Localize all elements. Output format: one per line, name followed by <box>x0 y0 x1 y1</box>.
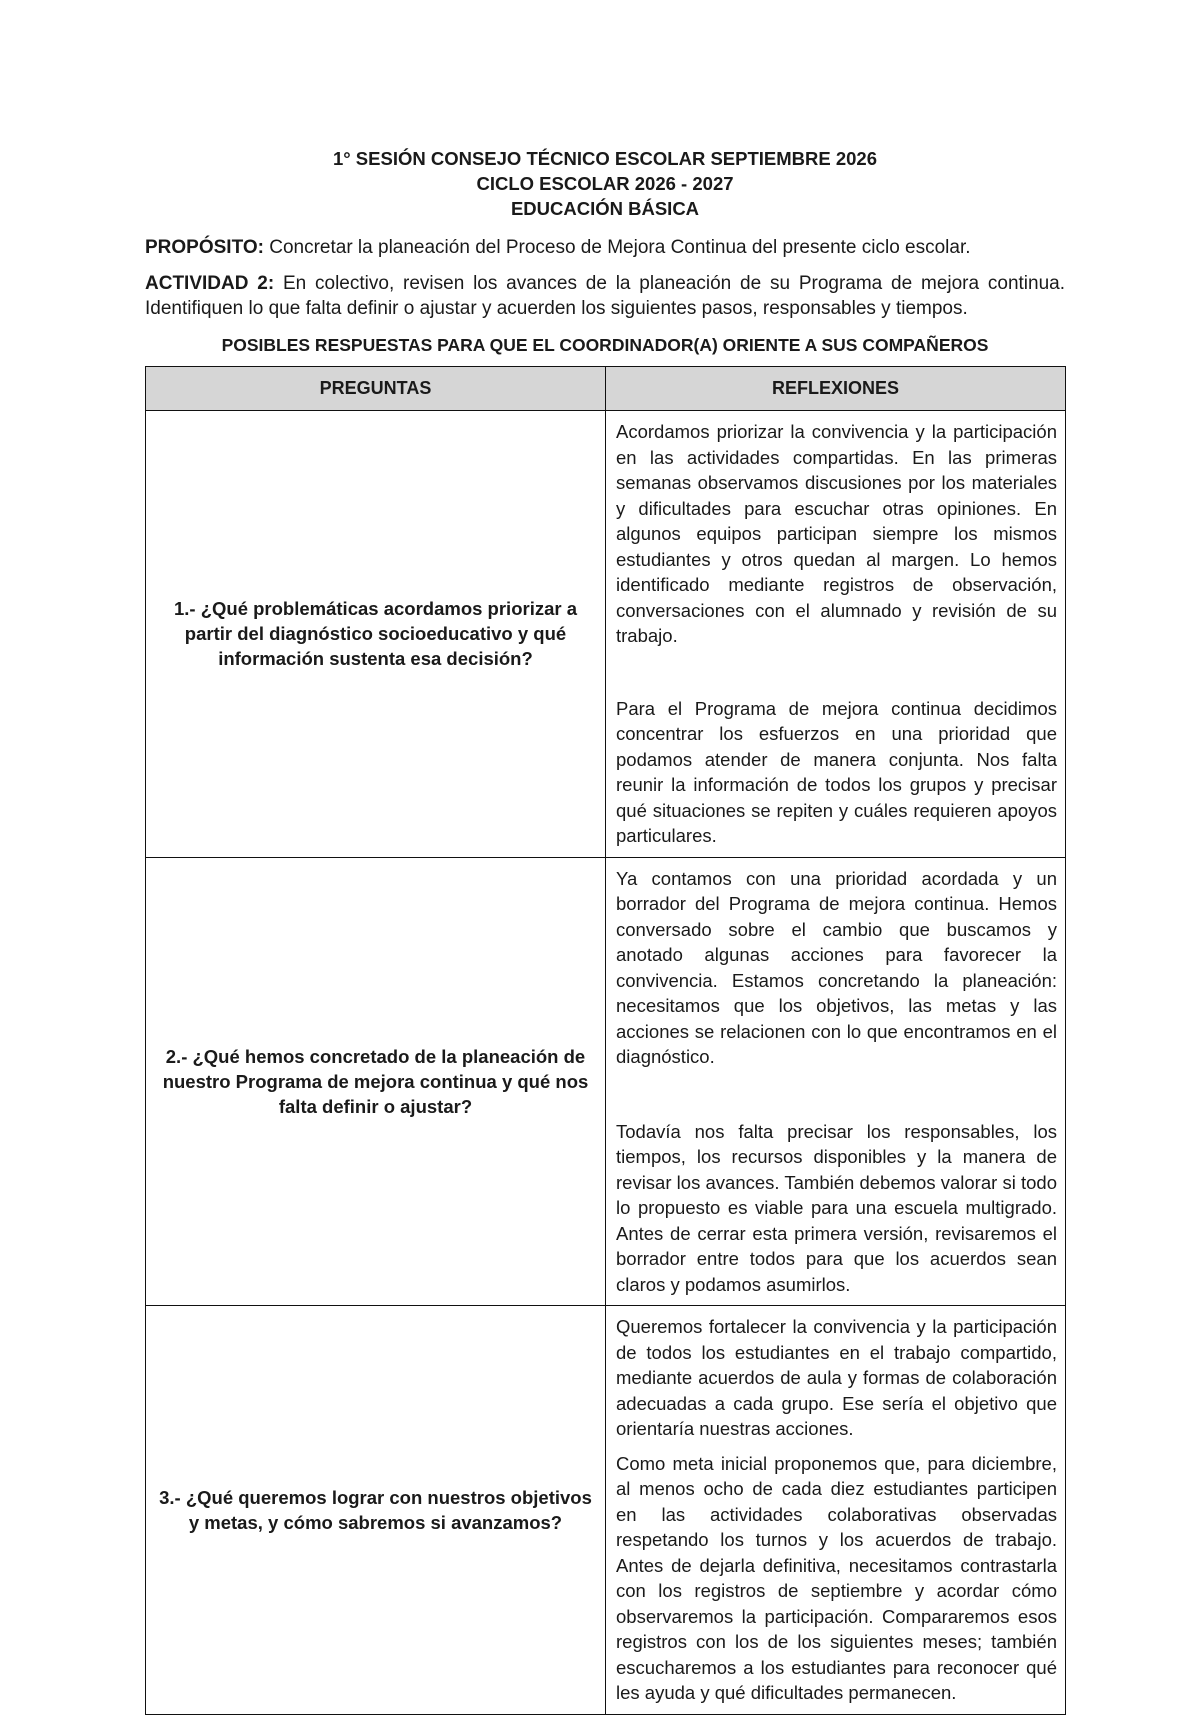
document-page <box>145 146 1065 1715</box>
question-cell: 3.- ¿Qué queremos lograr con nuestros objetivos y metas, y cómo sabremos si avanzamos? <box>146 1306 606 1715</box>
reflection-paragraph: Ya contamos con una prioridad acordada y un borrador del Programa de mejora continua. Hemos conversado sobre el cambio que buscamos y anotado algunas acciones para favorecer la convivencia. Estamos concretando la planeación: necesitamos que los objetivos, las metas y las acciones se relacionen con lo que encontramos en el diagnóstico. <box>616 867 1057 1067</box>
document-header <box>145 146 1065 221</box>
reflection-cell <box>606 857 1066 1306</box>
table-header-row <box>146 367 1066 411</box>
activity-text: En colectivo, revisen los avances de la planeación de su Programa de mejora continua. Identifiquen lo que falta definir o ajustar y acuerden los siguientes pasos, responsables y tiempos. <box>145 273 1065 319</box>
question-cell: 2.- ¿Qué hemos concretado de la planeación de nuestro Programa de mejora continua y qué nos falta definir o ajustar? <box>146 857 606 1306</box>
header-session-title: 1° SESIÓN CONSEJO TÉCNICO ESCOLAR SEPTIEMBRE 2026 <box>332 148 878 169</box>
header-reflexiones: REFLEXIONES <box>606 367 1066 411</box>
reflection-cell <box>606 411 1066 858</box>
purpose-paragraph <box>145 235 1065 260</box>
table-row <box>146 1306 1066 1715</box>
answers-subtitle: POSIBLES RESPUESTAS PARA QUE EL COORDINADOR(A) ORIENTE A SUS COMPAÑEROS <box>221 335 989 355</box>
activity-label: ACTIVIDAD 2: <box>145 273 275 294</box>
reflection-paragraph: Queremos fortalecer la convivencia y la participación de todos los estudiantes en el trabajo compartido, mediante acuerdos de aula y formas de colaboración adecuadas a cada grupo. Ese sería el objetivo que orientaría nuestras acciones. <box>616 1316 1057 1439</box>
purpose-label: PROPÓSITO: <box>145 237 264 258</box>
reflection-paragraph: Acordamos priorizar la convivencia y la participación en las actividades compartidas. En las primeras semanas observamos discusiones por los materiales y dificultades para escuchar otras opiniones. En algunos equipos participan siempre los mismos estudiantes y otros quedan al margen. Lo hemos identificado mediante registros de observación, conversaciones con el alumnado y revisión de su trabajo. <box>616 421 1057 646</box>
activity-paragraph <box>145 271 1065 321</box>
reflection-paragraph: Para el Programa de mejora continua decidimos concentrar los esfuerzos en una prioridad que podamos atender de manera conjunta. Nos falta reunir la información de todos los grupos y precisar qué situaciones se repiten y cuáles requieren apoyos particulares. <box>616 697 1057 846</box>
questions-table <box>145 366 1066 1715</box>
table-row <box>146 411 1066 858</box>
header-education-level: EDUCACIÓN BÁSICA <box>510 198 700 219</box>
header-preguntas: PREGUNTAS <box>146 367 606 411</box>
reflection-cell <box>606 1306 1066 1715</box>
table-row <box>146 857 1066 1306</box>
purpose-text: Concretar la planeación del Proceso de Mejora Continua del presente ciclo escolar. <box>269 237 971 258</box>
question-cell: 1.- ¿Qué problemáticas acordamos priorizar a partir del diagnóstico socioeducativo y qué información sustenta esa decisión? <box>146 411 606 858</box>
reflection-paragraph: Como meta inicial proponemos que, para diciembre, al menos ocho de cada diez estudiantes participen en las actividades colaborativas observadas respetando los turnos y los acuerdos de trabajo. Antes de dejarla definitiva, necesitamos contrastarla con los registros de septiembre y acordar cómo observaremos la participación. Compararemos esos registros con los de los siguientes meses; también escucharemos a los estudiantes para reconocer qué les ayuda y qué dificultades permanecen. <box>616 1452 1057 1703</box>
reflection-paragraph: Todavía nos falta precisar los responsables, los tiempos, los recursos disponibles y la manera de revisar los avances. También debemos valorar si todo lo propuesto es viable para una escuela multigrado. Antes de cerrar esta primera versión, revisaremos el borrador entre todos para que los acuerdos sean claros y podamos asumirlos. <box>616 1120 1057 1295</box>
header-school-cycle: CICLO ESCOLAR 2026 - 2027 <box>476 173 734 194</box>
